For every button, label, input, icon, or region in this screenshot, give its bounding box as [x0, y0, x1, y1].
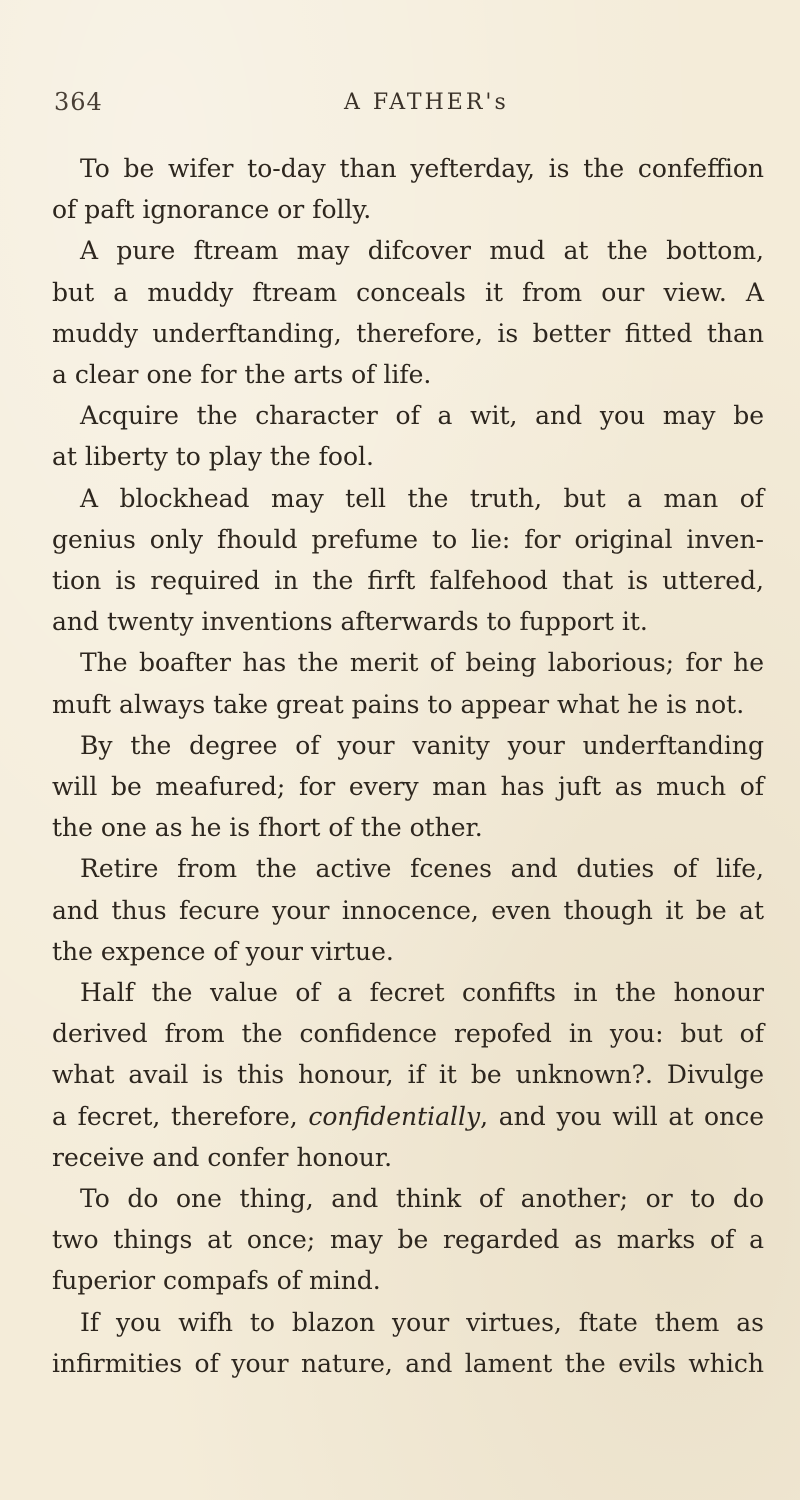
- text-line: the one as he is fhort of the other.: [52, 813, 483, 843]
- body-text: [52, 148, 764, 1384]
- text-line: genius only fhould prefume to lie: for original inven-: [52, 524, 764, 554]
- text-line: will be meafured; for every man has juft as much of: [52, 772, 764, 802]
- text-line: Acquire the character of a wit, and you may be: [80, 401, 764, 431]
- page-number: 364: [54, 88, 103, 116]
- text-line: tion is required in the firft falfehood that is uttered,: [52, 566, 764, 596]
- text-line: and thus fecure your innocence, even though it be at: [52, 895, 764, 925]
- text-line: To do one thing, and think of another; or to do: [80, 1184, 764, 1214]
- text-line: muft always take great pains to appear what he is not.: [52, 689, 745, 719]
- text-line: what avail is this honour, if it be unknown?. Divulge: [52, 1060, 764, 1090]
- text-line: Half the value of a fecret confifts in the honour: [80, 978, 764, 1008]
- text-line: at liberty to play the fool.: [52, 442, 374, 472]
- text-line: If you wifh to blazon your virtues, ftate them as: [80, 1307, 764, 1337]
- text-line: receive and confer honour.: [52, 1142, 393, 1172]
- text-line: muddy underftanding, therefore, is better fitted than: [52, 318, 764, 348]
- text-line: and twenty inventions afterwards to fupport it.: [52, 607, 648, 637]
- text-line: a clear one for the arts of life.: [52, 360, 432, 390]
- text-line: the expence of your virtue.: [52, 936, 394, 966]
- text-line: but a muddy ftream conceals it from our view. A: [52, 277, 764, 307]
- text-line: fuperior compafs of mind.: [52, 1266, 381, 1296]
- text-line: a fecret, therefore, confidentially, and you will at once: [52, 1101, 764, 1131]
- text-line: derived from the confidence repofed in you: but of: [52, 1019, 764, 1049]
- text-line: two things at once; may be regarded as marks of a: [52, 1225, 764, 1255]
- text-line: To be wifer to-day than yefterday, is the confeffion: [80, 154, 764, 183]
- text-line: A blockhead may tell the truth, but a man of: [80, 483, 764, 513]
- page-header: [54, 88, 760, 128]
- text-line: By the degree of your vanity your underftanding: [80, 730, 764, 760]
- text-line: infirmities of your nature, and lament the evils which: [52, 1348, 764, 1378]
- italic-word: confidentially: [308, 1101, 481, 1131]
- running-head: A FATHER's: [344, 90, 509, 115]
- text-line: The boafter has the merit of being laborious; for he: [80, 648, 764, 678]
- text-line: Retire from the active fcenes and duties of life,: [80, 854, 764, 884]
- text-line: A pure ftream may difcover mud at the bottom,: [80, 236, 764, 266]
- text-line: of paft ignorance or folly.: [52, 195, 372, 225]
